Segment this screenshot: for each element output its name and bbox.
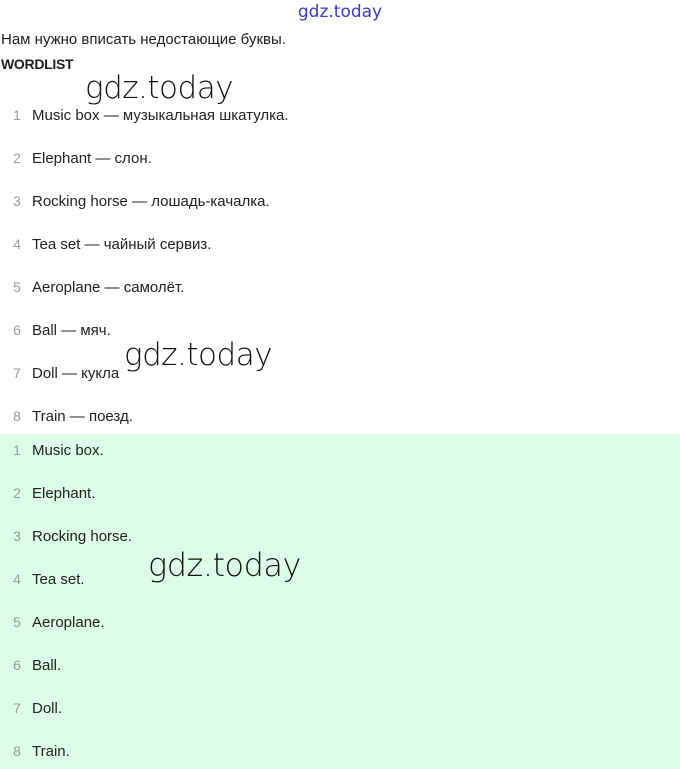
answer-item [0,477,680,520]
item-text: Rocking horse. [32,528,133,545]
item-text: Music box. [32,442,104,459]
item-number: 1 [13,107,21,123]
item-number: 6 [13,322,21,338]
item-number: 2 [13,150,21,166]
wordlist-item [0,309,680,352]
item-number: 5 [13,279,21,295]
item-text: Rocking horse — лошадь-качалка. [32,193,270,210]
answer-item [0,649,680,692]
item-number: 6 [13,657,21,673]
wordlist-item [0,223,680,266]
item-text: Doll — кукла [32,365,120,382]
item-number: 4 [13,571,21,587]
answer-item [0,692,680,735]
item-number: 7 [13,700,21,716]
watermark-overlay: gdz.today [85,70,234,106]
item-text: Tea set — чайный сервиз. [32,236,212,253]
answer-item [0,563,680,606]
wordlist-item [0,137,680,180]
intro-text: Нам нужно вписать недостающие буквы. [1,31,286,48]
answer-item [0,606,680,649]
answer-item [0,434,680,477]
item-number: 4 [13,236,21,252]
item-text: Music box — музыкальная шкатулка. [32,107,289,124]
wordlist-heading: WORDLIST [1,56,74,72]
item-number: 8 [13,743,21,759]
answer-list [0,434,680,769]
wordlist-item [0,395,680,438]
watermark-overlay: gdz.today [124,337,273,373]
item-number: 8 [13,408,21,424]
wordlist-item [0,180,680,223]
item-text: Elephant — слон. [32,150,152,167]
watermark-overlay: gdz.today [148,546,301,584]
item-number: 3 [13,193,21,209]
item-text: Doll. [32,700,63,717]
item-number: 2 [13,485,21,501]
item-text: Train — поезд. [32,408,133,425]
item-text: Tea set. [32,571,85,588]
item-text: Train. [32,743,70,760]
item-number: 7 [13,365,21,381]
item-text: Aeroplane — самолёт. [32,279,185,296]
item-text: Aeroplane. [32,614,105,631]
item-number: 3 [13,528,21,544]
item-text: Ball — мяч. [32,322,111,339]
answer-item [0,735,680,769]
item-text: Ball. [32,657,62,674]
wordlist-item [0,266,680,309]
wordlist-item [0,352,680,395]
wordlist [0,94,680,438]
item-text: Elephant. [32,485,96,502]
watermark-top: gdz.today [297,2,383,22]
item-number: 5 [13,614,21,630]
item-number: 1 [13,442,21,458]
answer-item [0,520,680,563]
